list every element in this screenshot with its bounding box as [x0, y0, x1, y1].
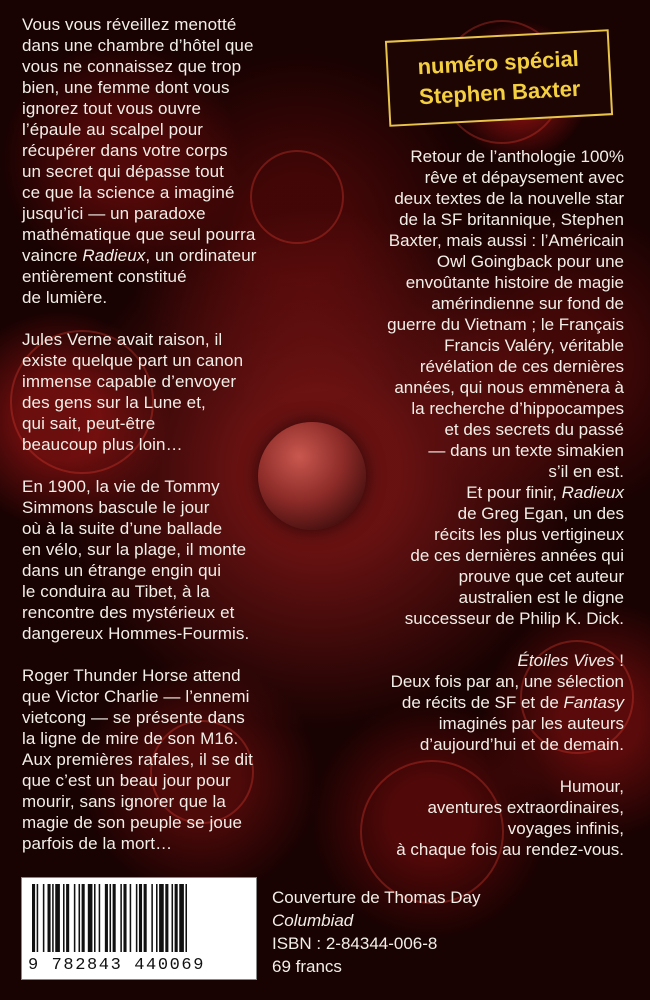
text-line: amérindienne sur fond de: [431, 294, 624, 313]
barcode-bar: [120, 884, 122, 952]
barcode-bar: [88, 884, 93, 952]
text-line: s’il en est.: [548, 462, 624, 481]
barcode-bar: [99, 884, 101, 952]
barcode-bar: [52, 884, 54, 952]
text-line: australien est le digne: [458, 588, 624, 607]
text-line: !: [614, 651, 624, 670]
blurb-anthology: [318, 146, 624, 629]
text-line: Simmons bascule le jour: [22, 498, 210, 517]
text-line: un secret qui dépasse tout: [22, 162, 225, 181]
price: 69 francs: [272, 957, 342, 976]
text-line: récits les plus vertigineux: [434, 525, 624, 544]
text-line: ce que la science a imaginé: [22, 183, 235, 202]
barcode-bar: [165, 884, 168, 952]
text-line: en vélo, sur la plage, il monte: [22, 540, 247, 559]
text-line: Humour,: [559, 777, 624, 796]
text-line: aventures extraordinaires,: [427, 798, 624, 817]
text-line: que Victor Charlie — l’ennemi: [22, 687, 250, 706]
text-line: où à la suite d’une ballade: [22, 519, 223, 538]
text-line: existe quelque part un canon: [22, 351, 244, 370]
barcode-bar: [66, 884, 69, 952]
barcode-bar: [43, 884, 45, 952]
isbn-text: ISBN : 2-84344-006-8: [272, 934, 438, 953]
credits-block: [272, 886, 632, 978]
text-line: Aux premières rafales, il se dit: [22, 750, 253, 769]
barcode-bar: [79, 884, 81, 952]
barcode-bars: [30, 884, 250, 954]
text-line: imaginés par les auteurs: [438, 714, 624, 733]
text-line: entièrement constitué: [22, 267, 187, 286]
text-line: voyages infinis,: [507, 819, 624, 838]
text-line: parfois de la mort…: [22, 834, 173, 853]
text-line: de récits de SF et de: [401, 693, 564, 712]
text-line: vaincre: [22, 246, 83, 265]
blurb-humour: [318, 776, 624, 860]
text-line: En 1900, la vie de Tommy: [22, 477, 220, 496]
text-line: de ces dernières années qui: [410, 546, 624, 565]
text-line: magie de son peuple se joue: [22, 813, 243, 832]
text-line: Et pour finir,: [466, 483, 562, 502]
blurb-jules-verne: [22, 329, 322, 455]
text-line: à chaque fois au rendez-vous.: [396, 840, 624, 859]
text-line: rencontre des mystérieux et: [22, 603, 235, 622]
text-line: rêve et dépaysement avec: [424, 168, 624, 187]
text-line: vous ne connaissez que trop: [22, 57, 242, 76]
barcode-bar: [48, 884, 51, 952]
barcode-bar: [82, 884, 85, 952]
text-line: dans un étrange engin qui: [22, 561, 222, 580]
barcode-bar: [179, 884, 184, 952]
text-line: vietcong — se présente dans: [22, 708, 245, 727]
text-line: successeur de Philip K. Dick.: [404, 609, 624, 628]
barcode-bar: [175, 884, 178, 952]
barcode-bar: [105, 884, 108, 952]
text-line: jusqu’ici — un paradoxe: [22, 204, 206, 223]
barcode-bar: [113, 884, 116, 952]
blurb-thunder-horse: [22, 665, 322, 854]
barcode-bar: [151, 884, 153, 952]
text-line: la ligne de mire de son M16.: [22, 729, 239, 748]
barcode-bar: [136, 884, 138, 952]
blurb-tommy-simmons: [22, 476, 322, 644]
text-line: qui sait, peut-être: [22, 414, 156, 433]
text-line: années, qui nous emmènera à: [394, 378, 624, 397]
text-line: mourir, sans ignorer que la: [22, 792, 226, 811]
badge-line-2: Stephen Baxter: [418, 75, 581, 110]
blurb-etoiles-vives: [318, 650, 624, 755]
badge-line-1: numéro spécial: [416, 45, 580, 80]
text-line: et des secrets du passé: [444, 420, 624, 439]
text-line: de Greg Egan, un des: [457, 504, 624, 523]
italic-title: Radieux: [561, 483, 624, 502]
text-line: deux textes de la nouvelle star: [394, 189, 624, 208]
text-line: l’épaule au scalpel pour: [22, 120, 204, 139]
text-line: prouve que cet auteur: [458, 567, 624, 586]
text-line: Deux fois par an, une sélection: [390, 672, 624, 691]
text-line: Baxter, mais aussi : l’Américain: [388, 231, 624, 250]
barcode-bar: [172, 884, 174, 952]
barcode-bar: [37, 884, 39, 952]
barcode-bar: [159, 884, 164, 952]
text-line: dangereux Hommes-Fourmis.: [22, 624, 250, 643]
barcode-bar: [94, 884, 96, 952]
text-line: — dans un texte simakien: [428, 441, 624, 460]
text-line: , un ordinateur: [145, 246, 257, 265]
barcode-bar: [55, 884, 60, 952]
special-issue-badge: [385, 29, 613, 127]
text-line: guerre du Vietnam ; le Français: [387, 315, 624, 334]
barcode-bar: [123, 884, 126, 952]
barcode-bar: [185, 884, 187, 952]
text-line: bien, une femme dont vous: [22, 78, 230, 97]
barcode-bar: [139, 884, 142, 952]
italic-title: Étoiles Vives: [517, 651, 615, 670]
text-line: d’aujourd’hui et de demain.: [419, 735, 624, 754]
italic-title: Fantasy: [563, 693, 624, 712]
text-line: que c’est un beau jour pour: [22, 771, 231, 790]
barcode-bar: [63, 884, 65, 952]
text-line: beaucoup plus loin…: [22, 435, 183, 454]
barcode-bar: [110, 884, 112, 952]
barcode-bar: [144, 884, 147, 952]
text-line: récupérer dans votre corps: [22, 141, 228, 160]
text-line: la recherche d’hippocampes: [411, 399, 624, 418]
barcode-number: 9 782843 440069: [28, 956, 206, 975]
text-line: de lumière.: [22, 288, 108, 307]
barcode-bar: [130, 884, 132, 952]
text-line: le conduira au Tibet, à la: [22, 582, 210, 601]
text-line: de la SF britannique, Stephen: [399, 210, 624, 229]
text-line: révélation de ces dernières: [419, 357, 624, 376]
left-blurb-column: [22, 14, 322, 875]
cover-credit: Couverture de Thomas Day: [272, 888, 481, 907]
blurb-radieux: [22, 14, 322, 308]
isbn-barcode: [21, 877, 257, 980]
barcode-bar: [32, 884, 35, 952]
right-blurb-column: [318, 146, 624, 881]
text-line: dans une chambre d’hôtel que: [22, 36, 254, 55]
barcode-bar: [156, 884, 158, 952]
text-line: Francis Valéry, véritable: [444, 336, 624, 355]
text-line: Roger Thunder Horse attend: [22, 666, 241, 685]
text-line: Retour de l’anthologie 100%: [410, 147, 624, 166]
publisher-name: Columbiad: [272, 911, 354, 930]
text-line: immense capable d’envoyer: [22, 372, 237, 391]
text-line: Vous vous réveillez menotté: [22, 15, 237, 34]
italic-title: Radieux: [82, 246, 146, 265]
text-line: Owl Goingback pour une: [436, 252, 624, 271]
barcode-bar: [74, 884, 76, 952]
text-line: des gens sur la Lune et,: [22, 393, 206, 412]
text-line: ignorez tout vous ouvre: [22, 99, 202, 118]
text-line: mathématique que seul pourra: [22, 225, 256, 244]
text-line: envoûtante histoire de magie: [405, 273, 624, 292]
text-line: Jules Verne avait raison, il: [22, 330, 223, 349]
